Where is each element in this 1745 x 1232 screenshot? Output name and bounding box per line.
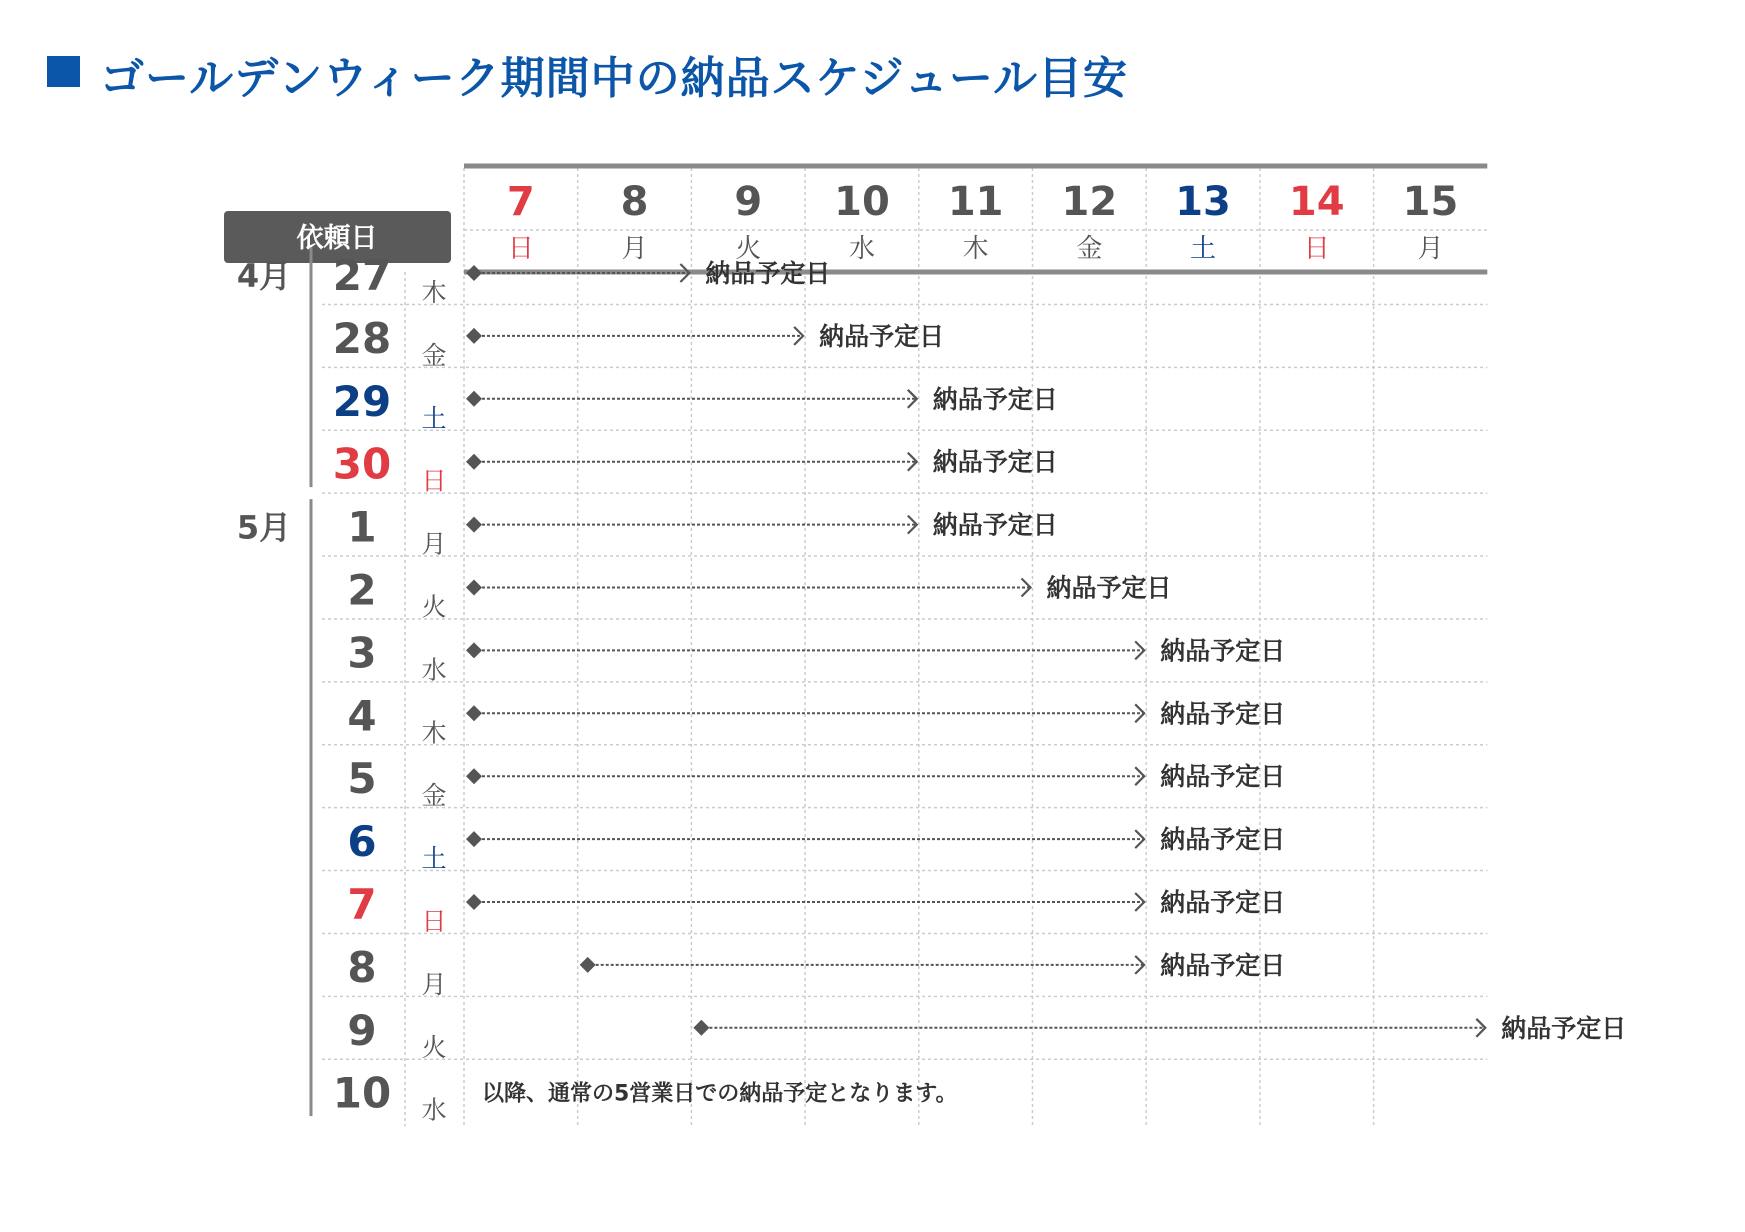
request-weekday: 月 bbox=[421, 529, 447, 559]
column-weekday: 日 bbox=[1303, 234, 1330, 264]
delivery-label: 納品予定日 bbox=[1501, 1013, 1627, 1043]
delivery-label: 納品予定日 bbox=[819, 321, 945, 351]
column-day: 7 bbox=[506, 179, 535, 225]
request-weekday: 水 bbox=[421, 655, 447, 685]
column-weekday: 水 bbox=[848, 234, 875, 264]
column-day: 8 bbox=[620, 179, 649, 225]
request-start-diamond bbox=[466, 580, 482, 596]
column-weekday: 月 bbox=[621, 234, 648, 264]
page-title: ゴールデンウィーク期間中の納品スケジュール目安 bbox=[100, 53, 1128, 104]
request-start-diamond bbox=[466, 642, 482, 658]
grid-lines bbox=[322, 166, 1487, 1126]
request-start-diamond bbox=[466, 831, 482, 847]
delivery-label: 納品予定日 bbox=[932, 447, 1058, 477]
request-day: 9 bbox=[347, 1005, 377, 1055]
delivery-label: 納品予定日 bbox=[1160, 762, 1286, 792]
request-rows bbox=[237, 248, 1626, 1125]
request-weekday: 日 bbox=[421, 907, 447, 936]
delivery-label: 納品予定日 bbox=[1160, 699, 1286, 729]
request-day: 29 bbox=[332, 376, 392, 426]
schedule-note: 以降、通常の5営業日での納品予定となります。 bbox=[482, 1081, 958, 1107]
request-weekday: 水 bbox=[421, 1095, 447, 1125]
column-weekday: 土 bbox=[1190, 234, 1217, 264]
request-day: 4 bbox=[347, 691, 377, 741]
request-start-diamond bbox=[466, 328, 482, 344]
request-weekday: 日 bbox=[421, 466, 447, 496]
delivery-label: 納品予定日 bbox=[705, 259, 831, 288]
delivery-label: 納品予定日 bbox=[1160, 888, 1286, 917]
request-day: 7 bbox=[347, 880, 377, 929]
request-day: 8 bbox=[347, 942, 377, 992]
column-day: 13 bbox=[1175, 179, 1231, 225]
month-label: 5月 bbox=[236, 508, 292, 547]
column-weekday: 火 bbox=[735, 234, 762, 264]
column-day: 12 bbox=[1061, 179, 1118, 225]
delivery-label: 納品予定日 bbox=[1160, 825, 1286, 855]
delivery-label: 納品予定日 bbox=[932, 510, 1058, 540]
request-start-diamond bbox=[466, 768, 482, 784]
request-day: 1 bbox=[347, 502, 377, 552]
column-day: 14 bbox=[1288, 179, 1345, 225]
column-weekday: 金 bbox=[1076, 234, 1103, 264]
request-weekday: 火 bbox=[421, 592, 447, 622]
request-weekday: 金 bbox=[421, 340, 447, 370]
request-start-diamond bbox=[466, 894, 482, 910]
request-day: 3 bbox=[347, 628, 377, 678]
request-weekday: 金 bbox=[421, 781, 447, 811]
request-day: 27 bbox=[332, 251, 392, 300]
request-start-diamond bbox=[466, 517, 482, 533]
request-weekday: 土 bbox=[421, 403, 447, 433]
request-day: 10 bbox=[332, 1068, 392, 1118]
request-day: 30 bbox=[332, 439, 392, 489]
request-start-diamond bbox=[466, 391, 482, 407]
request-start-diamond bbox=[466, 265, 482, 281]
column-day: 10 bbox=[834, 179, 890, 225]
month-label: 4月 bbox=[236, 257, 292, 295]
column-weekday: 日 bbox=[507, 234, 534, 264]
request-weekday: 木 bbox=[421, 718, 447, 748]
column-day: 9 bbox=[734, 179, 763, 225]
request-start-diamond bbox=[466, 705, 482, 721]
request-start-diamond bbox=[466, 454, 482, 470]
request-weekday: 火 bbox=[421, 1032, 447, 1062]
request-start-diamond bbox=[580, 957, 596, 973]
delivery-label: 納品予定日 bbox=[1046, 573, 1172, 603]
request-start-diamond bbox=[693, 1020, 709, 1036]
column-weekday: 木 bbox=[962, 234, 989, 264]
column-header bbox=[224, 179, 1458, 264]
request-weekday: 土 bbox=[421, 844, 447, 874]
request-date-header-label: 依頼日 bbox=[296, 223, 378, 254]
delivery-label: 納品予定日 bbox=[1160, 636, 1286, 666]
request-day: 6 bbox=[347, 817, 377, 867]
column-weekday: 月 bbox=[1417, 234, 1444, 264]
request-day: 28 bbox=[332, 313, 392, 363]
request-weekday: 木 bbox=[421, 278, 447, 307]
request-weekday: 月 bbox=[421, 969, 447, 999]
request-day: 2 bbox=[347, 565, 377, 615]
delivery-label: 納品予定日 bbox=[932, 384, 1058, 414]
delivery-label: 納品予定日 bbox=[1160, 950, 1286, 980]
column-day: 15 bbox=[1402, 179, 1459, 225]
column-day: 11 bbox=[947, 179, 1004, 225]
request-day: 5 bbox=[347, 754, 377, 804]
